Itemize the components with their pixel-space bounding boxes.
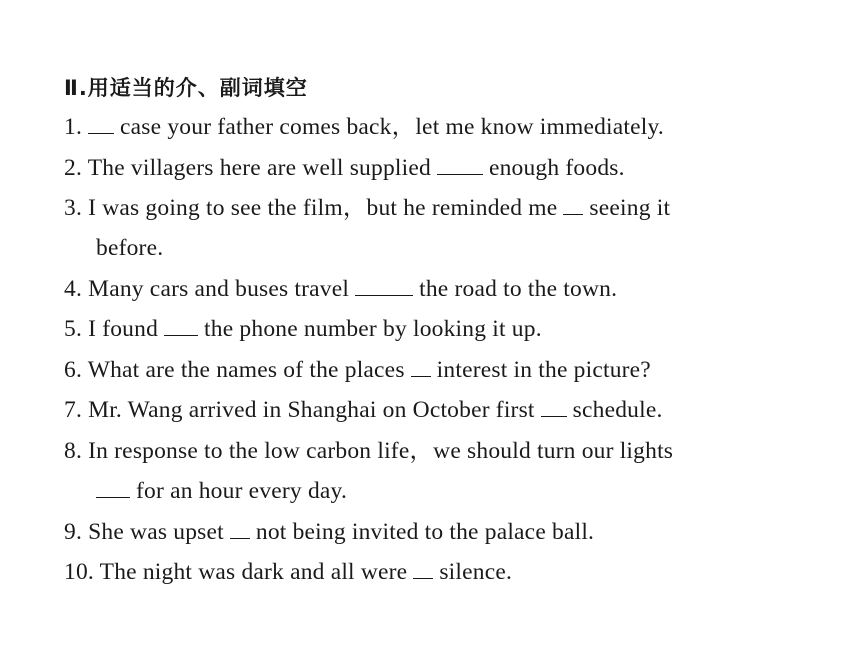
section-heading: Ⅱ.用适当的介、副词填空 — [64, 76, 308, 100]
item-text-after: schedule. — [572, 397, 663, 423]
item-text-after: not being invited to the palace ball. — [255, 519, 595, 545]
exercise-item-8-continuation — [90, 476, 347, 506]
item-text-before: The night was dark and all were — [99, 559, 408, 585]
answer-blank — [413, 560, 433, 579]
item-text-before: What are the names of the places — [87, 357, 405, 383]
answer-blank — [411, 358, 431, 377]
answer-blank — [437, 156, 483, 175]
answer-blank — [88, 115, 114, 134]
answer-blank — [96, 479, 130, 498]
item-number: 2. — [64, 155, 83, 181]
item-number: 5. — [64, 316, 83, 342]
item-text-after: interest in the picture? — [436, 357, 651, 383]
exercise-item-2 — [64, 153, 625, 183]
item-text-after: the phone number by looking it up. — [204, 316, 542, 342]
item-number: 7. — [64, 397, 83, 423]
item-number: 10. — [64, 559, 94, 585]
item-number: 4. — [64, 276, 83, 302]
item-number: 9. — [64, 519, 83, 545]
item-text-after: the road to the town. — [419, 276, 618, 302]
item-text-before: She was upset — [88, 519, 224, 545]
item-text-before: Mr. Wang arrived in Shanghai on October first — [88, 397, 535, 423]
item-number: 1. — [64, 114, 83, 140]
exercise-item-7 — [64, 395, 663, 425]
item-continuation-text: before. — [96, 235, 164, 261]
item-text-before: I was going to see the film，but he reminded me — [88, 195, 558, 221]
answer-blank — [541, 398, 567, 417]
exercise-item-6 — [64, 355, 651, 385]
item-text-before: The villagers here are well supplied — [87, 155, 431, 181]
answer-blank — [230, 520, 250, 539]
exercise-item-3 — [64, 193, 670, 223]
item-number: 6. — [64, 357, 83, 383]
exercise-item-5 — [64, 314, 542, 344]
item-text-before: I found — [88, 316, 159, 342]
item-text-after: enough foods. — [488, 155, 625, 181]
item-text-before: Many cars and buses travel — [88, 276, 350, 302]
exercise-item-9 — [64, 517, 594, 547]
item-number: 8. — [64, 438, 83, 464]
answer-blank — [563, 196, 583, 215]
exercise-item-10 — [64, 557, 512, 587]
item-continuation-text: for an hour every day. — [136, 478, 348, 504]
item-text-after: silence. — [439, 559, 513, 585]
exercise-item-8 — [64, 436, 673, 466]
item-text-after: seeing it — [589, 195, 671, 221]
exercise-item-3-continuation — [96, 233, 163, 263]
answer-blank — [164, 317, 198, 336]
item-text-before: In response to the low carbon life，we should turn our lights — [88, 438, 674, 464]
exercise-item-1 — [64, 112, 664, 142]
item-number: 3. — [64, 195, 83, 221]
answer-blank — [355, 277, 413, 296]
item-text-after: case your father comes back，let me know immediately. — [120, 114, 664, 140]
exercise-item-4 — [64, 274, 617, 304]
